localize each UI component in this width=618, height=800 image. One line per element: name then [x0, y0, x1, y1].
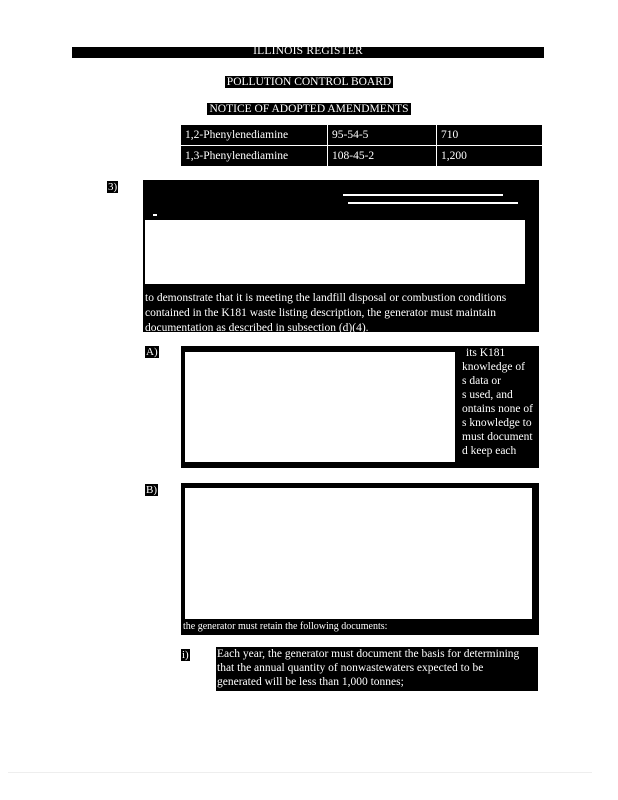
redacted-gap	[145, 220, 525, 284]
section-3-label: 3)	[108, 181, 118, 193]
section-a-fragment: s used, and	[462, 389, 513, 401]
register-title: ILLINOIS REGISTER	[253, 45, 363, 57]
table-row	[181, 146, 542, 167]
notice-title: NOTICE OF ADOPTED AMENDMENTS	[209, 103, 409, 115]
sub-i-block	[216, 647, 538, 691]
sub-i-line: Each year, the generator must document the basis for determining	[217, 648, 520, 660]
section-3-line: contained in the K181 waste listing description, the generator must maintain	[145, 307, 496, 319]
section-3-line: documentation as described in subsection (d)(4).	[145, 322, 369, 334]
cas-number: 108-45-2	[328, 146, 437, 167]
board-title: POLLUTION CONTROL BOARD	[226, 76, 392, 88]
board-title-row	[0, 72, 618, 90]
chemical-value: 1,200	[441, 150, 467, 162]
redacted-gap	[185, 488, 532, 619]
section-a-fragment: ontains none of	[462, 403, 533, 415]
section-a-block	[181, 346, 539, 468]
table-row	[181, 125, 542, 146]
chemical-table	[181, 125, 542, 166]
notice-title-row	[0, 99, 618, 117]
chemical-name: 1,3-Phenylenediamine	[181, 146, 328, 167]
section-a-fragment: s knowledge to	[462, 417, 532, 429]
section-b-label: B)	[146, 484, 157, 496]
section-a-fragment: s data or	[462, 375, 501, 387]
section-a-fragment: knowledge of	[462, 361, 525, 373]
cas-number: 95-54-5	[328, 125, 437, 146]
section-a-label: A)	[146, 346, 158, 358]
section-3-line: to demonstrate that it is meeting the landfill disposal or combustion conditions	[145, 292, 507, 304]
section-a-fragment: its K181	[466, 347, 506, 359]
section-a-fragment: must document	[462, 431, 533, 443]
section-b-line: the generator must retain the following documents:	[183, 621, 388, 632]
section-b-block	[181, 483, 539, 635]
section-a-fragment: d keep each	[462, 445, 517, 457]
section-3-block	[143, 180, 539, 332]
sub-i-line: that the annual quantity of nonwastewaters expected to be	[217, 662, 484, 674]
chemical-value: 710	[437, 125, 543, 146]
page-edge	[8, 772, 592, 773]
redacted-gap	[185, 352, 455, 462]
sub-i-line: generated will be less than 1,000 tonnes;	[217, 676, 404, 688]
sub-i-label: i)	[182, 649, 189, 661]
chemical-name: 1,2-Phenylenediamine	[181, 125, 328, 146]
